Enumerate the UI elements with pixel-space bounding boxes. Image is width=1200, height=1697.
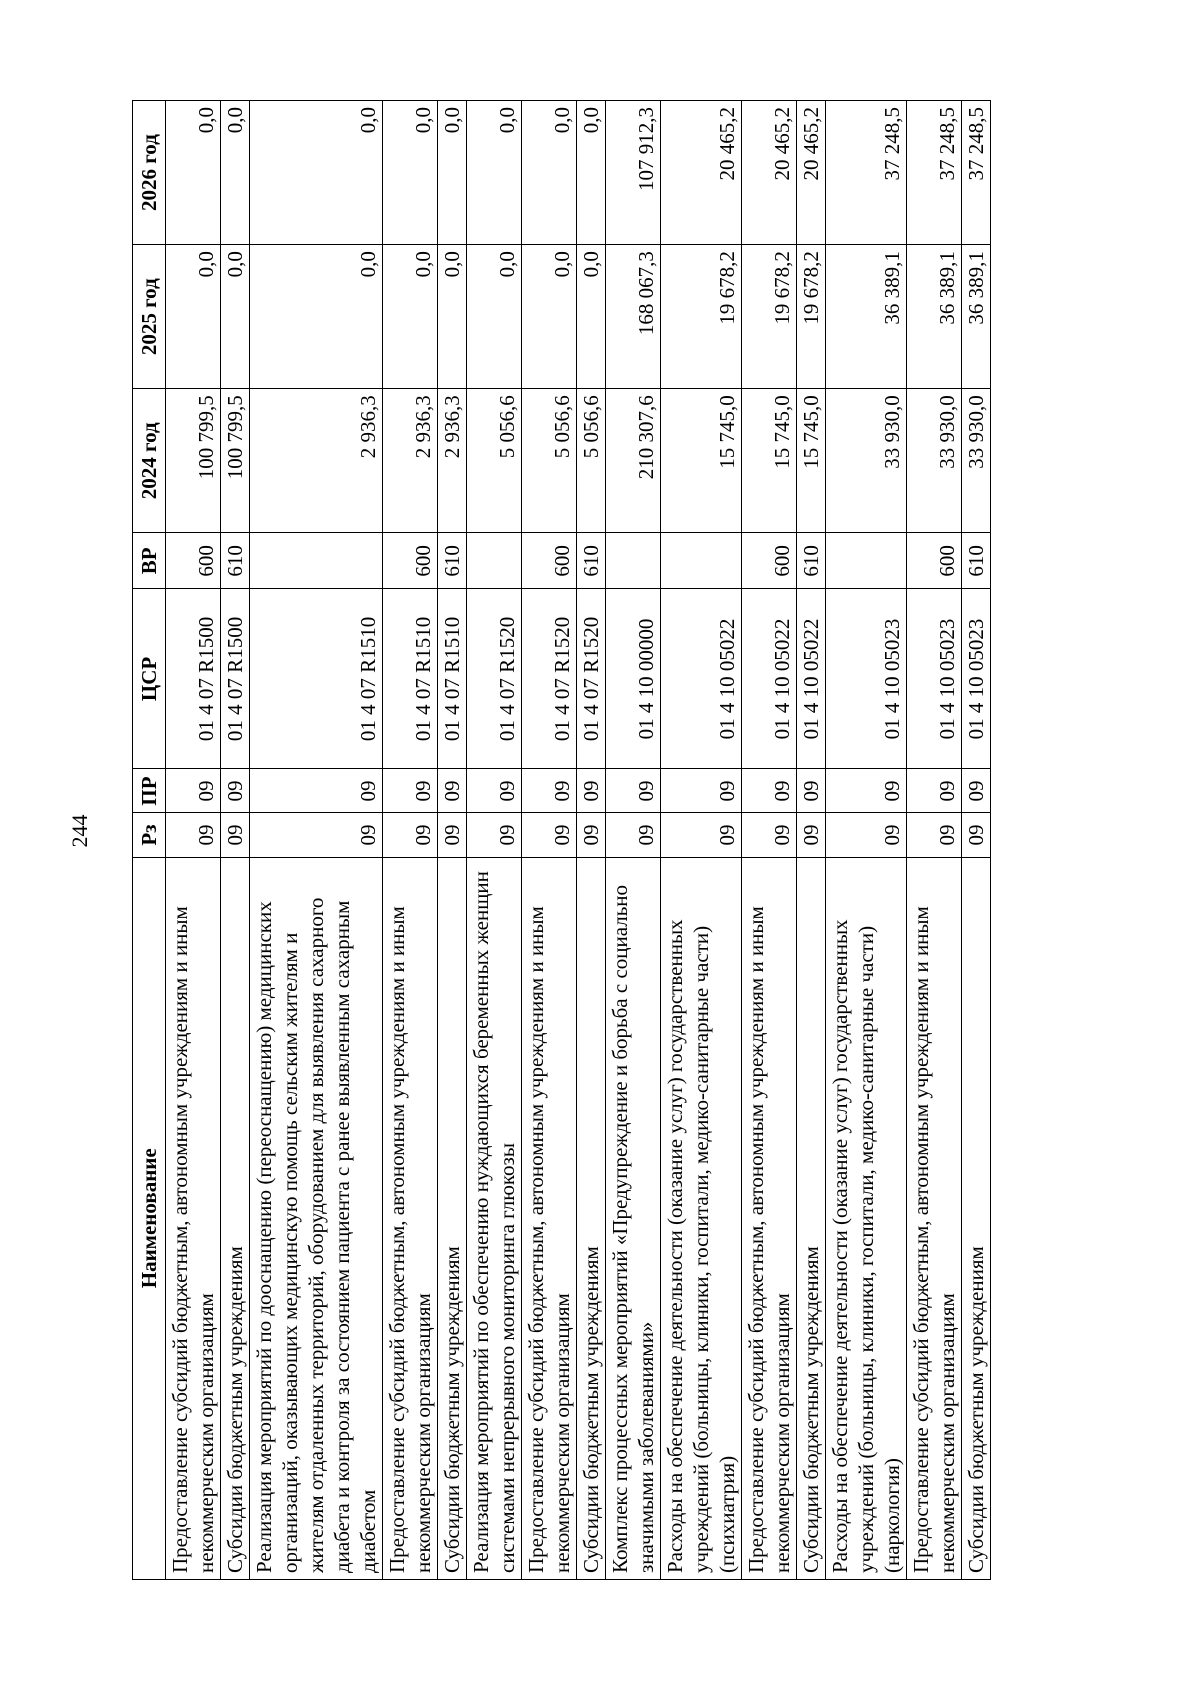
cell-pr: 09 <box>742 769 797 813</box>
cell-name: Субсидии бюджетным учреждениям <box>962 857 991 1579</box>
cell-name: Комплекс процессных мероприятий «Предупреждение и борьба с социально значимыми заболеваниями» <box>606 857 661 1579</box>
cell-2024: 15 745,0 <box>797 389 826 533</box>
cell-vr: 600 <box>907 533 962 589</box>
cell-2024: 5 056,6 <box>467 389 522 533</box>
cell-pr: 09 <box>907 769 962 813</box>
budget-table <box>132 100 991 1580</box>
cell-2025: 0,0 <box>522 245 577 389</box>
cell-2026: 0,0 <box>522 101 577 245</box>
cell-2026: 20 465,2 <box>742 101 797 245</box>
cell-2026: 0,0 <box>166 101 221 245</box>
cell-2024: 2 936,3 <box>383 389 438 533</box>
cell-csr: 01 4 07 R1510 <box>438 589 467 769</box>
cell-2024: 2 936,3 <box>250 389 383 533</box>
cell-2026: 107 912,3 <box>606 101 661 245</box>
cell-name: Субсидии бюджетным учреждениям <box>438 857 467 1579</box>
cell-rz: 09 <box>826 813 907 857</box>
cell-pr: 09 <box>467 769 522 813</box>
cell-pr: 09 <box>166 769 221 813</box>
table-row <box>522 101 577 1580</box>
table-row <box>221 101 250 1580</box>
cell-rz: 09 <box>577 813 606 857</box>
cell-2024: 33 930,0 <box>962 389 991 533</box>
header-2026: 2026 год <box>133 101 166 245</box>
cell-2024: 5 056,6 <box>577 389 606 533</box>
cell-vr: 600 <box>166 533 221 589</box>
table-header-row <box>133 101 166 1580</box>
cell-vr <box>250 533 383 589</box>
cell-2026: 0,0 <box>467 101 522 245</box>
cell-2026: 37 248,5 <box>826 101 907 245</box>
cell-rz: 09 <box>250 813 383 857</box>
cell-name: Расходы на обеспечение деятельности (оказание услуг) государственных учреждений (больницы, клиники, госпитали, медико-санитарные части) (наркология) <box>826 857 907 1579</box>
cell-2025: 19 678,2 <box>797 245 826 389</box>
cell-rz: 09 <box>907 813 962 857</box>
cell-2024: 5 056,6 <box>522 389 577 533</box>
cell-2026: 0,0 <box>221 101 250 245</box>
cell-name: Предоставление субсидий бюджетным, автономным учреждениям и иным некоммерческим организациям <box>742 857 797 1579</box>
header-pr: ПР <box>133 769 166 813</box>
cell-csr: 01 4 10 05023 <box>826 589 907 769</box>
header-2024: 2024 год <box>133 389 166 533</box>
cell-2025: 0,0 <box>383 245 438 389</box>
cell-name: Предоставление субсидий бюджетным, автономным учреждениям и иным некоммерческим организациям <box>166 857 221 1579</box>
cell-pr: 09 <box>606 769 661 813</box>
cell-csr: 01 4 07 R1520 <box>577 589 606 769</box>
budget-table-container <box>132 100 1067 1580</box>
cell-2026: 0,0 <box>383 101 438 245</box>
cell-2024: 210 307,6 <box>606 389 661 533</box>
table-row <box>797 101 826 1580</box>
page-number: 244 <box>67 814 92 848</box>
cell-csr: 01 4 07 R1510 <box>383 589 438 769</box>
cell-vr: 610 <box>221 533 250 589</box>
cell-pr: 09 <box>221 769 250 813</box>
cell-2025: 168 067,3 <box>606 245 661 389</box>
cell-name: Предоставление субсидий бюджетным, автономным учреждениям и иным некоммерческим организациям <box>522 857 577 1579</box>
cell-2025: 0,0 <box>438 245 467 389</box>
cell-2025: 36 389,1 <box>962 245 991 389</box>
cell-vr: 610 <box>962 533 991 589</box>
cell-rz: 09 <box>221 813 250 857</box>
cell-rz: 09 <box>962 813 991 857</box>
cell-vr: 600 <box>383 533 438 589</box>
cell-rz: 09 <box>742 813 797 857</box>
cell-csr: 01 4 10 05023 <box>962 589 991 769</box>
cell-csr: 01 4 07 R1520 <box>522 589 577 769</box>
cell-vr <box>606 533 661 589</box>
cell-vr: 600 <box>742 533 797 589</box>
cell-csr: 01 4 07 R1510 <box>250 589 383 769</box>
cell-vr: 610 <box>577 533 606 589</box>
cell-name: Расходы на обеспечение деятельности (оказание услуг) государственных учреждений (больницы, клиники, госпитали, медико-санитарные части) (психиатрия) <box>661 857 742 1579</box>
table-row <box>383 101 438 1580</box>
cell-vr: 610 <box>797 533 826 589</box>
cell-2025: 0,0 <box>221 245 250 389</box>
cell-name: Субсидии бюджетным учреждениям <box>577 857 606 1579</box>
table-body <box>166 101 991 1580</box>
cell-pr: 09 <box>383 769 438 813</box>
cell-2024: 33 930,0 <box>826 389 907 533</box>
table-row <box>438 101 467 1580</box>
cell-2026: 20 465,2 <box>797 101 826 245</box>
header-rz: Рз <box>133 813 166 857</box>
cell-csr: 01 4 10 00000 <box>606 589 661 769</box>
cell-rz: 09 <box>383 813 438 857</box>
cell-rz: 09 <box>522 813 577 857</box>
cell-name: Предоставление субсидий бюджетным, автономным учреждениям и иным некоммерческим организациям <box>907 857 962 1579</box>
header-2025: 2025 год <box>133 245 166 389</box>
cell-vr: 600 <box>522 533 577 589</box>
cell-2024: 15 745,0 <box>661 389 742 533</box>
cell-vr <box>467 533 522 589</box>
cell-vr <box>661 533 742 589</box>
table-row <box>606 101 661 1580</box>
cell-rz: 09 <box>606 813 661 857</box>
cell-2025: 0,0 <box>250 245 383 389</box>
cell-2025: 0,0 <box>467 245 522 389</box>
table-row <box>826 101 907 1580</box>
table-row <box>467 101 522 1580</box>
cell-rz: 09 <box>467 813 522 857</box>
cell-rz: 09 <box>166 813 221 857</box>
table-row <box>577 101 606 1580</box>
cell-csr: 01 4 07 R1500 <box>221 589 250 769</box>
cell-pr: 09 <box>438 769 467 813</box>
header-name: Наименование <box>133 857 166 1579</box>
cell-pr: 09 <box>797 769 826 813</box>
cell-2026: 37 248,5 <box>962 101 991 245</box>
cell-pr: 09 <box>826 769 907 813</box>
cell-rz: 09 <box>797 813 826 857</box>
cell-2024: 33 930,0 <box>907 389 962 533</box>
cell-2025: 0,0 <box>166 245 221 389</box>
cell-pr: 09 <box>661 769 742 813</box>
cell-csr: 01 4 10 05022 <box>797 589 826 769</box>
cell-name: Реализация мероприятий по обеспечению нуждающихся беременных женщин системами непрерывного мониторинга глюкозы <box>467 857 522 1579</box>
table-row <box>962 101 991 1580</box>
table-row <box>742 101 797 1580</box>
cell-name: Субсидии бюджетным учреждениям <box>221 857 250 1579</box>
cell-2025: 36 389,1 <box>907 245 962 389</box>
cell-2024: 15 745,0 <box>742 389 797 533</box>
cell-2026: 0,0 <box>577 101 606 245</box>
cell-pr: 09 <box>522 769 577 813</box>
cell-2025: 19 678,2 <box>742 245 797 389</box>
cell-csr: 01 4 10 05022 <box>742 589 797 769</box>
cell-2025: 19 678,2 <box>661 245 742 389</box>
table-row <box>166 101 221 1580</box>
cell-2026: 20 465,2 <box>661 101 742 245</box>
table-row <box>907 101 962 1580</box>
cell-pr: 09 <box>250 769 383 813</box>
cell-pr: 09 <box>962 769 991 813</box>
cell-name: Реализация мероприятий по дооснащению (переоснащению) медицинских организаций, оказывающих медицинскую помощь сельским жителям и жителям отдаленных территорий, оборудованием для выявления сахарного диабета и контроля за состоянием пациента с ранее выявленным сахарным диабетом <box>250 857 383 1579</box>
cell-2024: 2 936,3 <box>438 389 467 533</box>
table-row <box>250 101 383 1580</box>
cell-2026: 0,0 <box>438 101 467 245</box>
cell-rz: 09 <box>661 813 742 857</box>
cell-2024: 100 799,5 <box>221 389 250 533</box>
cell-csr: 01 4 10 05022 <box>661 589 742 769</box>
cell-name: Субсидии бюджетным учреждениям <box>797 857 826 1579</box>
table-row <box>661 101 742 1580</box>
header-vr: ВР <box>133 533 166 589</box>
cell-csr: 01 4 10 05023 <box>907 589 962 769</box>
cell-2026: 0,0 <box>250 101 383 245</box>
cell-name: Предоставление субсидий бюджетным, автономным учреждениям и иным некоммерческим организациям <box>383 857 438 1579</box>
cell-pr: 09 <box>577 769 606 813</box>
cell-2024: 100 799,5 <box>166 389 221 533</box>
cell-2025: 0,0 <box>577 245 606 389</box>
cell-csr: 01 4 07 R1500 <box>166 589 221 769</box>
cell-2025: 36 389,1 <box>826 245 907 389</box>
cell-vr: 610 <box>438 533 467 589</box>
cell-vr <box>826 533 907 589</box>
cell-2026: 37 248,5 <box>907 101 962 245</box>
header-csr: ЦСР <box>133 589 166 769</box>
cell-csr: 01 4 07 R1520 <box>467 589 522 769</box>
cell-rz: 09 <box>438 813 467 857</box>
